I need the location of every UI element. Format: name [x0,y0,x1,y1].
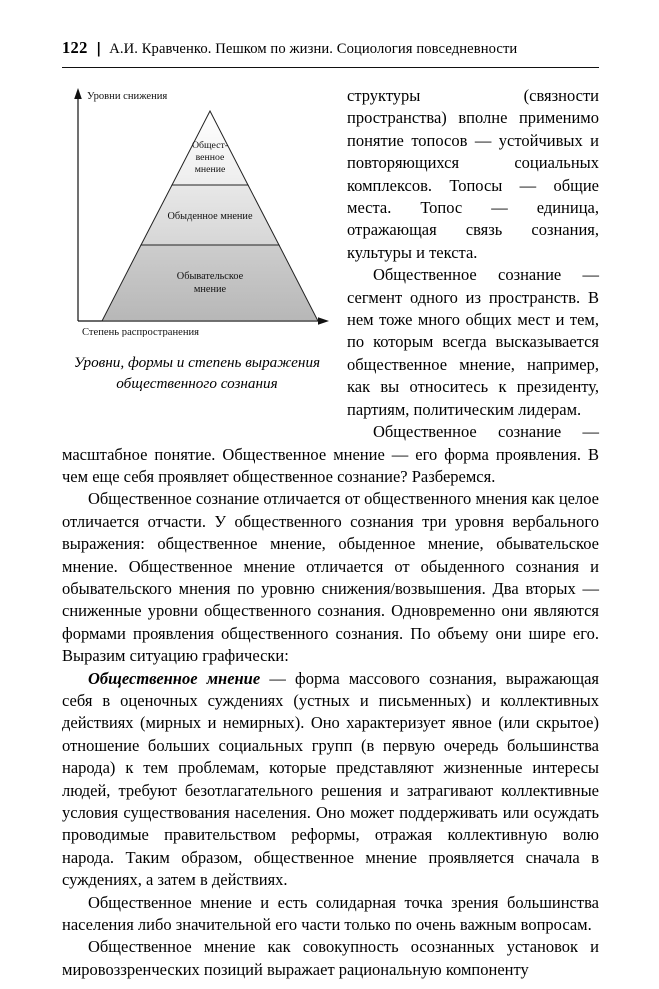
y-axis-label: Уровни снижения [87,91,168,102]
pyramid-figure [62,85,332,437]
y-axis-arrow-icon [74,88,82,99]
paragraph-definition [62,668,599,892]
page-number: 122 [62,38,88,57]
band-top-label-line2: венное [195,152,225,163]
definition-term: Общественное мнение [88,668,261,688]
page-body [62,85,599,981]
running-header [62,38,599,68]
paragraph: Общественное мнение и есть солидарная точка зрения большинства населения либо значительной его части только по очень важным вопросам. [62,892,599,935]
band-top-label-line1: Общест- [191,140,229,151]
band-top-label-line3: мнение [194,164,226,175]
figure-caption: Уровни, формы и степень выражения общественного сознания [73,354,321,392]
x-axis-label: Степень распространения [82,327,200,337]
x-axis-arrow-icon [318,317,329,325]
band-middle-label: Обыденное мнение [167,211,253,222]
paragraph-continuation: структуры (связности пространства) вполне применимо понятие топосов — устойчивых и повторяющихся социальных комплексов. Топосы — общие места. Топос — единица, отражающая связь сознания, культуры и текста. [347,86,599,262]
running-title: А.И. Кравченко. Пешком по жизни. Социология повседневности [109,41,518,57]
definition-body: — форма массового сознания, выражающая себя в оценочных суждениях (устных и письменных) и коллективных действиях (мирных и немирных). Оно характеризует явное (или скрытое) отношение больших социальных групп (в первую очередь большинства народа) к тем проблемам, которые представляют жизненные интересы людей, требуют безотлагательного решения и затрагивают коллективные условия существования населения. Оно может поддерживать или осуждать проводимые правительством реформы, отражая коллективную волю народа. Таким образом, общественное мнение проявляется сначала в суждениях, а затем в действиях. [62,668,600,890]
band-bottom-label-line1: Обывательское [176,271,244,282]
pyramid-diagram [62,85,332,337]
band-bottom-label-line2: мнение [193,284,227,295]
paragraph: Общественное сознание отличается от общественного мнения как целое отличается отчасти. У общественного сознания три уровня вербального выражения: общественное мнение, обыденное мнение, обывательское мнение. Общественное мнение отличается от обыденного сознания и обывательского мнения по уровню снижения/возвышения. Два вторых — сниженные уровни общественного сознания. Одновременно они являются формами проявления общественного сознания. По объему они шире его. Выразим ситуацию графически: [62,489,599,666]
paragraph: Общественное сознание — сегмент одного из пространств. В нем тоже много общих мест и тем, по которым всегда высказывается общественное мнение, например, как вы относитесь к президенту, партиям, политическим лидерам. [347,265,599,419]
header-separator: | [95,40,101,57]
paragraph: Общественное сознание — масштабное понятие. Общественное мнение — его форма проявления. В чем еще себя проявляет общественное сознание? Разберемся. [62,422,599,486]
pyramid-band-bottom [102,245,318,321]
paragraph: Общественное мнение как совокупность осознанных установок и мировоззренческих позиций выражает рациональную компоненту [62,937,599,979]
